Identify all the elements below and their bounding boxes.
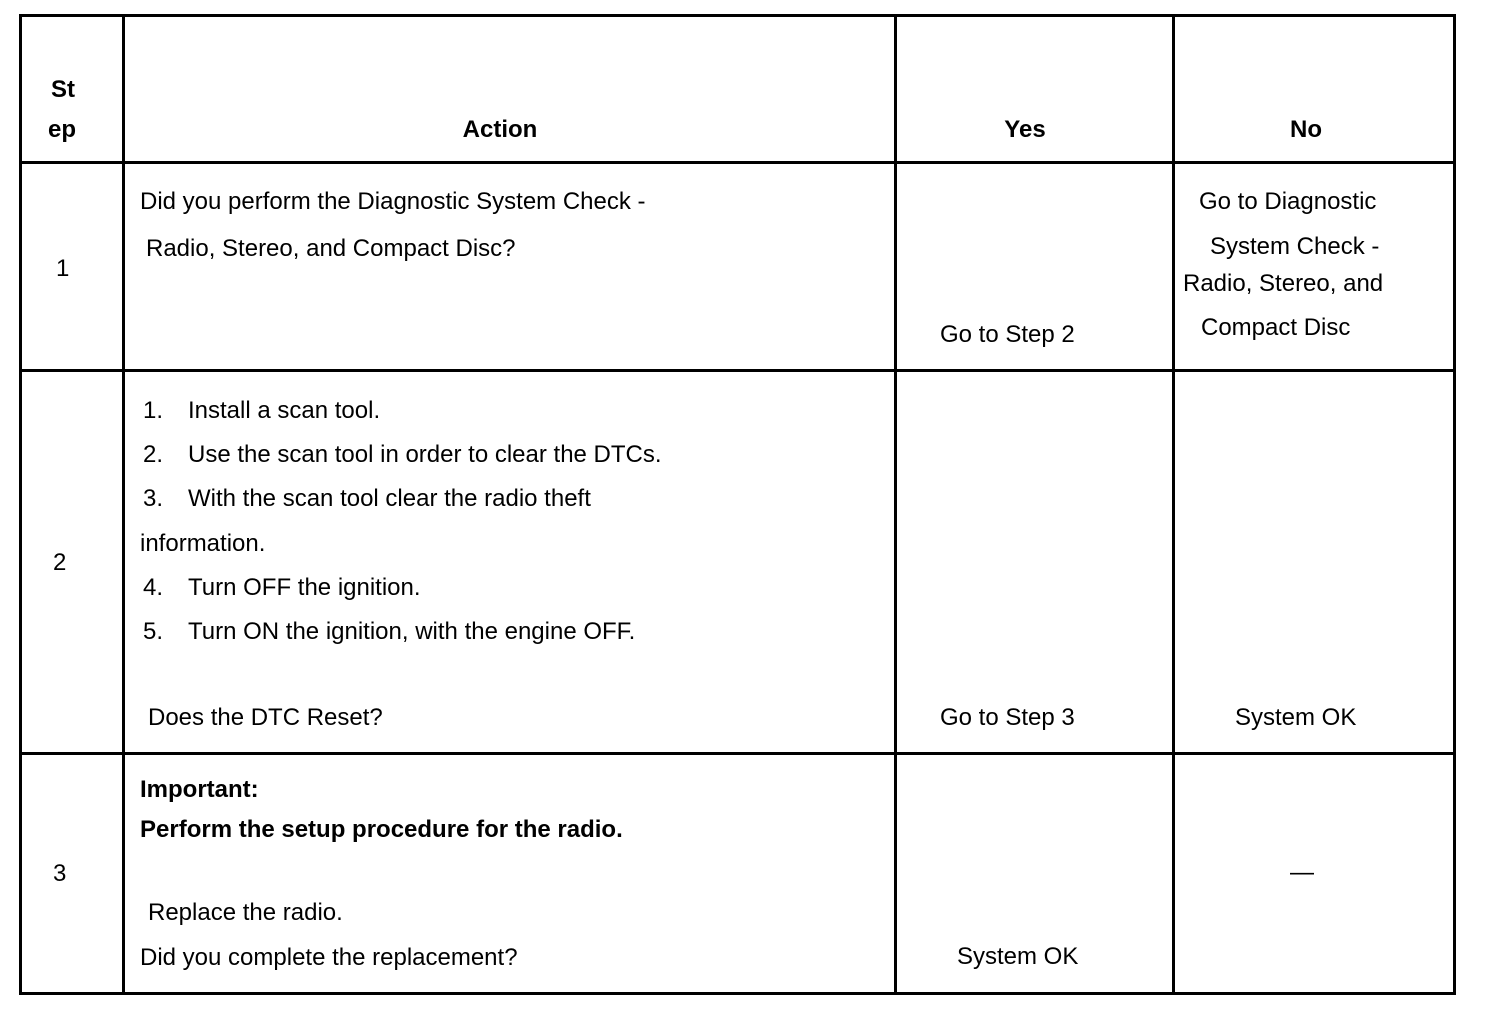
row2-item5-text: Turn ON the ignition, with the engine OFF.	[188, 618, 636, 645]
row1-no-line2: System Check -	[1210, 233, 1380, 260]
row2-item4-num: 4.	[143, 574, 164, 601]
header-step-line1: St	[51, 76, 75, 103]
table-border-bottom	[19, 992, 1456, 995]
row3-step: 3	[53, 860, 67, 887]
row2-item3-text: With the scan tool clear the radio theft	[188, 485, 591, 512]
table-border-top	[19, 14, 1456, 17]
header-yes: Yes	[1004, 116, 1046, 143]
row1-step: 1	[56, 255, 70, 282]
column-divider-yes	[1172, 14, 1175, 995]
row3-instruction: Replace the radio.	[148, 899, 343, 926]
row2-item1-text: Install a scan tool.	[188, 397, 381, 424]
row1-yes: Go to Step 2	[940, 321, 1075, 348]
row2-item2-num: 2.	[143, 441, 164, 468]
header-no: No	[1290, 116, 1322, 143]
row2-item3-continuation: information.	[140, 530, 266, 557]
row1-action-line2: Radio, Stereo, and Compact Disc?	[146, 235, 516, 262]
row2-item4-text: Turn OFF the ignition.	[188, 574, 421, 601]
row-divider-1	[19, 369, 1456, 372]
row3-important-text: Perform the setup procedure for the radio.	[140, 816, 623, 843]
table-border-right	[1453, 14, 1456, 995]
row-divider-2	[19, 752, 1456, 755]
column-divider-action	[894, 14, 897, 995]
row1-no-line1: Go to Diagnostic	[1199, 188, 1377, 215]
row2-item3-num: 3.	[143, 485, 164, 512]
column-divider-step	[122, 14, 125, 995]
row1-action-line1: Did you perform the Diagnostic System Check -	[140, 188, 646, 215]
row2-yes: Go to Step 3	[940, 704, 1075, 731]
row2-item5-num: 5.	[143, 618, 164, 645]
header-action: Action	[462, 116, 538, 143]
row3-question: Did you complete the replacement?	[140, 944, 518, 971]
header-divider	[19, 161, 1456, 164]
row2-no: System OK	[1235, 704, 1357, 731]
row2-step: 2	[53, 549, 67, 576]
row2-item1-num: 1.	[143, 397, 164, 424]
table-border-left	[19, 14, 22, 995]
row3-important-label: Important:	[140, 776, 259, 803]
row1-no-line4: Compact Disc	[1201, 314, 1351, 341]
row2-item2-text: Use the scan tool in order to clear the DTCs.	[188, 441, 662, 468]
row3-no: —	[1290, 859, 1314, 886]
header-step-line2: ep	[48, 116, 77, 143]
row3-yes: System OK	[957, 943, 1079, 970]
row1-no-line3: Radio, Stereo, and	[1183, 270, 1384, 297]
row2-question: Does the DTC Reset?	[148, 704, 383, 731]
